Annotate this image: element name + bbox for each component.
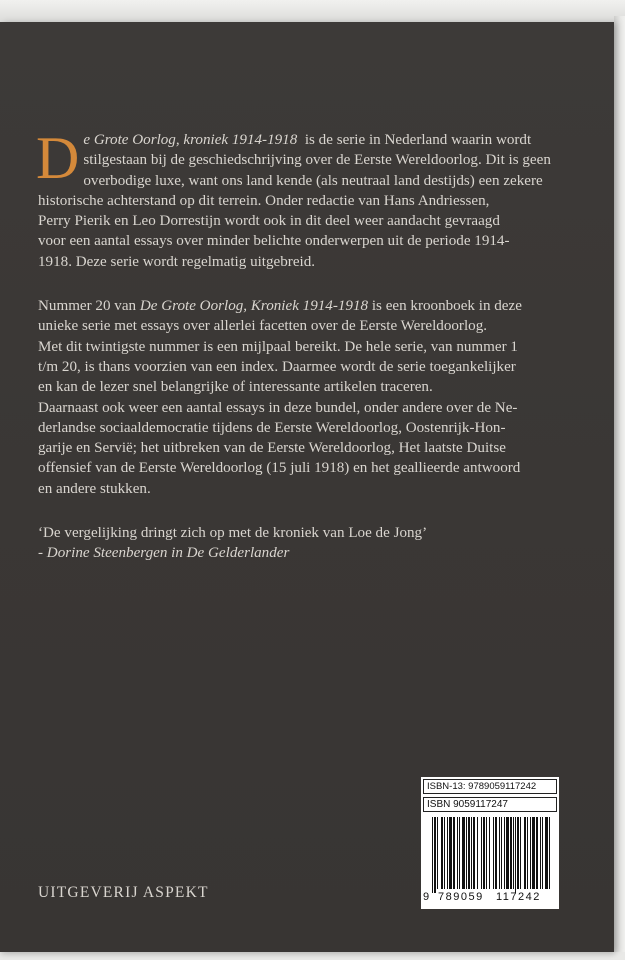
barcode-bar: [517, 817, 519, 889]
book-bottom-edge: [0, 952, 625, 960]
paragraph-2-line-4: t/m 20, is thans voorzien van een index. Daarmee wordt de serie toegankelijker: [38, 358, 516, 375]
barcode-bar: [432, 817, 433, 893]
barcode-bar: [459, 817, 460, 889]
barcode-digit-first: 9: [423, 891, 430, 903]
barcode-bar: [493, 817, 494, 889]
barcode-bar: [501, 817, 502, 889]
barcode-bar: [524, 817, 526, 889]
back-cover: [0, 22, 614, 952]
barcode-bar: [545, 817, 548, 889]
book-right-edge: [614, 16, 625, 960]
barcode-bar: [441, 817, 443, 889]
barcode-bar: [449, 817, 452, 889]
paragraph-2-line-3: Met dit twintigste nummer is een mijlpaal bereikt. De hele serie, van nummer 1: [38, 338, 518, 355]
paragraph-2-line-1: Nummer 20 van De Grote Oorlog, Kroniek 1914-1918 is een kroonboek in deze: [38, 298, 522, 315]
barcode-bar: [473, 817, 475, 889]
blurb-text: [36, 125, 566, 588]
barcode-bar: [527, 817, 528, 889]
barcode-bar: [542, 817, 543, 889]
barcode-bar: [453, 817, 455, 889]
barcode-bar: [468, 817, 470, 889]
review-quote: [38, 523, 566, 564]
barcode-bar: [504, 817, 505, 889]
barcode-bar: [515, 817, 516, 893]
barcode-bar: [434, 817, 436, 893]
barcode-digits: [421, 891, 559, 907]
barcode-bar: [495, 817, 497, 889]
publisher-name: UITGEVERIJ ASPEKT: [38, 884, 209, 901]
barcode-bar: [486, 817, 487, 889]
barcode-bar: [457, 817, 458, 889]
paragraph-1-line-7: 1918. Deze serie wordt regelmatig uitgebreid.: [38, 253, 316, 270]
barcode-bar: [530, 817, 531, 889]
paragraph-1-line-3: overbodige luxe, want ons land kende (als neutraal land destijds) een zekere: [83, 172, 543, 189]
book-top-edge: [0, 0, 625, 22]
paragraph-2-line-6: Daarnaast ook weer een aantal essays in deze bundel, onder andere over de Ne-: [38, 399, 518, 416]
quote-text: ‘De vergelijking dringt zich op met de kroniek van Loe de Jong’: [38, 525, 428, 542]
barcode-label: [421, 777, 559, 909]
barcode-bar: [520, 817, 521, 889]
paragraph-1-line-6: voor een aantal essays over minder belichte onderwerpen uit de periode 1914-: [38, 233, 510, 250]
barcode-bar: [549, 817, 550, 889]
barcode-bar: [532, 817, 535, 889]
paragraph-2-line-7: derlandse sociaaldemocratie tijdens de Eerste Wereldoorlog, Oostenrijk-Hon-: [38, 419, 506, 436]
barcode-bar: [477, 817, 478, 889]
drop-cap: D: [36, 125, 80, 191]
barcode-bar: [506, 817, 509, 889]
series-title: e Grote Oorlog, kroniek 1914-1918: [83, 132, 298, 148]
barcode-bar: [513, 817, 514, 889]
barcode-digits-left: 789059: [438, 891, 484, 903]
barcode-bar: [481, 817, 482, 889]
isbn-13-label: ISBN-13: 9789059117242: [423, 779, 557, 794]
paragraph-2-line-5: en kan de lezer snel belangrijke of interessante artikelen traceren.: [38, 379, 433, 396]
paragraph-1-line-2: stilgestaan bij de geschiedschrijving over de Eerste Wereldoorlog. Dit is geen: [83, 152, 551, 169]
barcode-bar: [466, 817, 467, 889]
barcode-bar: [510, 817, 512, 889]
barcode-bar: [536, 817, 538, 889]
paragraph-1-line-1: e Grote Oorlog, kroniek 1914-1918 is de serie in Nederland waarin wordt: [83, 132, 532, 148]
quote-source: - Dorine Steenbergen in De Gelderlander: [38, 545, 290, 562]
barcode-bar: [483, 817, 485, 889]
paragraph-1-line-5: Perry Pierik en Leo Dorrestijn wordt ook in dit deel weer aandacht gevraagd: [38, 213, 500, 230]
barcode-bar: [447, 817, 448, 889]
paragraph-2-line-8: garije en Servië; het uitbreken van de Eerste Wereldoorlog, Het laatste Duitse: [38, 440, 506, 457]
barcode-bar: [489, 817, 490, 889]
paragraph-2-line-2: unieke serie met essays over allerlei facetten over de Eerste Wereldoorlog.: [38, 318, 488, 335]
paragraph-2: [38, 296, 566, 499]
isbn-10-label: ISBN 9059117247: [423, 797, 557, 812]
paragraph-1: [36, 125, 566, 272]
series-title-2: De Grote Oorlog, Kroniek 1914-1918: [139, 298, 369, 315]
paragraph-2-line-9: offensief van de Eerste Wereldoorlog (15 juli 1918) en het geallieerde antwoord: [38, 460, 521, 477]
barcode-bar: [540, 817, 541, 889]
barcode-bar: [471, 817, 472, 889]
barcode-bar: [437, 817, 438, 889]
barcode-icon: [432, 817, 550, 893]
barcode-bar: [462, 817, 465, 889]
paragraph-1-line-4: historische achterstand op dit terrein. Onder redactie van Hans Andriessen,: [38, 192, 490, 209]
barcode-bar: [444, 817, 445, 889]
barcode-digits-right: 117242: [496, 891, 541, 903]
paragraph-2-line-10: en andere stukken.: [38, 480, 151, 497]
barcode-bar: [499, 817, 500, 889]
